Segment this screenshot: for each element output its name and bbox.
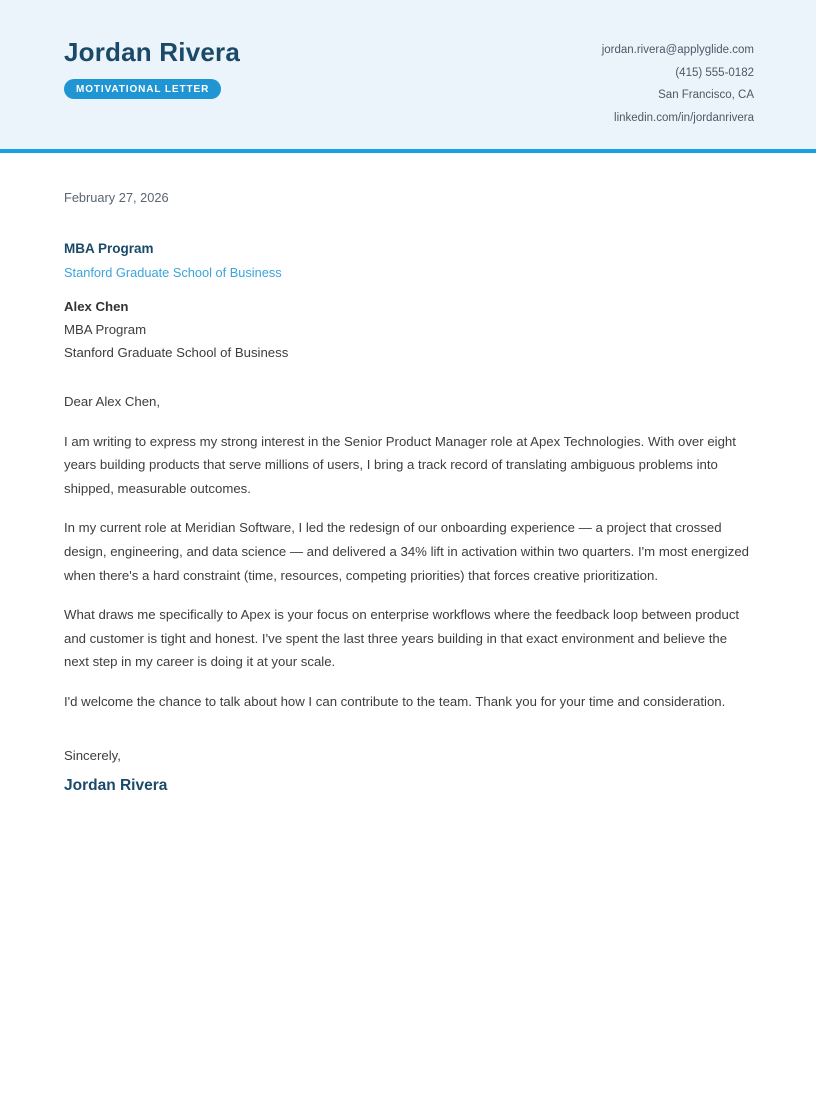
document-type-badge: MOTIVATIONAL LETTER xyxy=(64,79,221,99)
paragraph-intro: I am writing to express my strong interest in the Senior Product Manager role at Apex Technologies. With over eight years building products that serve millions of users, I bring a track record of translating ambiguous problems into shipped, measurable outcomes. xyxy=(64,433,736,496)
header-identity xyxy=(64,0,240,149)
recipient-contact-program: MBA Program xyxy=(64,322,147,337)
paragraph-experience: In my current role at Meridian Software, I led the redesign of our onboarding experience — a project that crossed design, engineering, and data science — and delivered a 34% lift in activation within two quarters. I'm most energized when there's a hard constraint (time, resources, competing priorities) that forces creative prioritization. xyxy=(64,520,749,583)
contact-email: jordan.rivera@applyglide.com xyxy=(601,44,754,56)
paragraph-motivation: What draws me specifically to Apex is your focus on enterprise workflows where the feedback loop between product and customer is tight and honest. I've spent the last three years building in that exact environment and believe the next step in my career is doing it at your scale. xyxy=(64,607,740,670)
recipient-school-link[interactable]: Stanford Graduate School of Business xyxy=(64,265,282,280)
applicant-name: Jordan Rivera xyxy=(64,37,241,67)
recipient-block xyxy=(64,241,752,364)
letter-body xyxy=(0,190,816,795)
contact-info xyxy=(602,0,754,149)
paragraph-call-to-action: I'd welcome the chance to talk about how I can contribute to the team. Thank you for your time and consideration. xyxy=(64,693,726,709)
salutation: Dear Alex Chen, xyxy=(64,394,161,409)
letter-date: February 27, 2026 xyxy=(64,190,169,205)
recipient-contact-name: Alex Chen xyxy=(64,299,129,314)
contact-phone: (415) 555-0182 xyxy=(675,66,754,79)
recipient-program-title: MBA Program xyxy=(64,241,154,256)
contact-location: San Francisco, CA xyxy=(658,89,754,102)
letter-header xyxy=(0,0,816,153)
recipient-contact-school: Stanford Graduate School of Business xyxy=(64,345,289,360)
contact-linkedin: linkedin.com/in/jordanrivera xyxy=(614,112,754,125)
closing-salutation: Sincerely, xyxy=(64,747,121,763)
signature-name: Jordan Rivera xyxy=(64,776,168,794)
recipient-contact-block xyxy=(64,295,752,364)
